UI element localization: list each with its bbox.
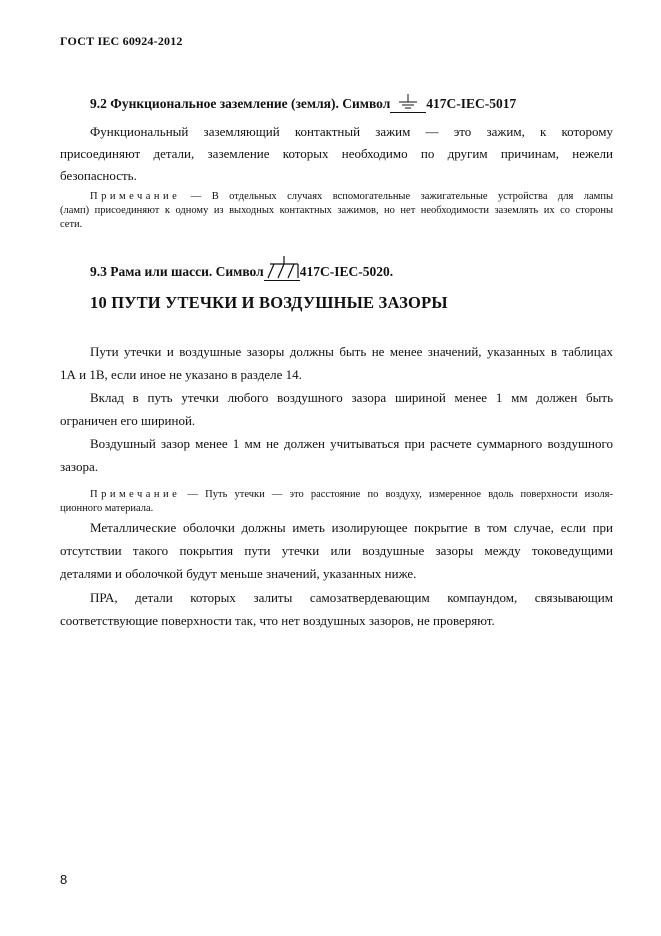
section-10-para-line: соответствующие поверхности так, что нет воздушных зазоров, не проверяют. <box>60 613 495 628</box>
section-9-2-code: 417С-IEC-5017 <box>426 96 517 111</box>
section-10-para-line: отсутствии такого покрытия пути утечки или воздушные зазоры между токоведущими <box>60 543 613 558</box>
page-number: 8 <box>60 872 68 887</box>
section-9-2-para-line: присоединяют детали, заземление которых необходимо по другим причинам, нежели <box>60 146 613 161</box>
symbol-underline <box>390 94 426 113</box>
section-10-para-line: ПРА, детали которых залиты самозатвердевающим компаундом, связывающим <box>90 590 613 605</box>
section-9-3-heading <box>90 256 393 281</box>
note-text: — Путь утечки — это расстояние по воздуху, измеренное вдоль поверхности изоля- <box>187 489 614 500</box>
functional-earth-icon <box>390 94 426 112</box>
section-10-para-line: Воздушный зазор менее 1 мм не должен учитываться при расчете суммарного воздушного <box>90 436 613 451</box>
section-10-para-line: Вклад в путь утечки любого воздушного зазора шириной менее 1 мм должен быть <box>90 390 613 405</box>
section-10-note-line <box>90 488 613 501</box>
section-9-2-para-line: безопасность. <box>60 168 137 183</box>
note-text: — В отдельных случаях вспомогательные зажигательные устройства для лампы <box>190 191 613 202</box>
section-9-2-note-line: (ламп) присоединяют к одному из выходных контактных зажимов, но нет необходимости заземлять их со стороны <box>60 205 613 216</box>
section-9-2-note-line <box>90 190 613 203</box>
section-10-heading: 10 ПУТИ УТЕЧКИ И ВОЗДУШНЫЕ ЗАЗОРЫ <box>90 293 448 312</box>
section-9-3-code: 417С-IEC-5020. <box>299 264 394 279</box>
section-10-para-line: Металлические оболочки должны иметь изолирующее покрытие в том случае, если при <box>90 520 613 535</box>
section-9-2-para-line: Функциональный заземляющий контактный зажим — это зажим, к которому <box>90 124 613 139</box>
symbol-underline <box>264 256 300 281</box>
section-9-2-title: 9.2 Функциональное заземление (земля). Символ <box>90 96 391 111</box>
document-header: ГОСТ IEC 60924-2012 <box>60 34 183 48</box>
section-10-para-line: деталями и оболочкой будут меньше значений, указанных ниже. <box>60 566 417 581</box>
section-10-para-line: ограничен его шириной. <box>60 413 196 428</box>
note-label: Примечание <box>90 191 181 202</box>
section-10-note-line: ционного материала. <box>60 503 154 514</box>
section-9-2-heading <box>90 94 516 113</box>
section-10-para-line: зазора. <box>60 459 98 474</box>
section-9-3-title: 9.3 Рама или шасси. Символ <box>90 264 264 279</box>
section-9-2-note-line: сети. <box>60 219 83 230</box>
section-10-para-line: 1А и 1В, если иное не указано в разделе 14. <box>60 367 302 382</box>
section-10-para-line: Пути утечки и воздушные зазоры должны быть не менее значений, указанных в таблицах <box>90 344 613 359</box>
frame-chassis-icon <box>264 256 300 280</box>
note-label: Примечание <box>90 489 181 500</box>
